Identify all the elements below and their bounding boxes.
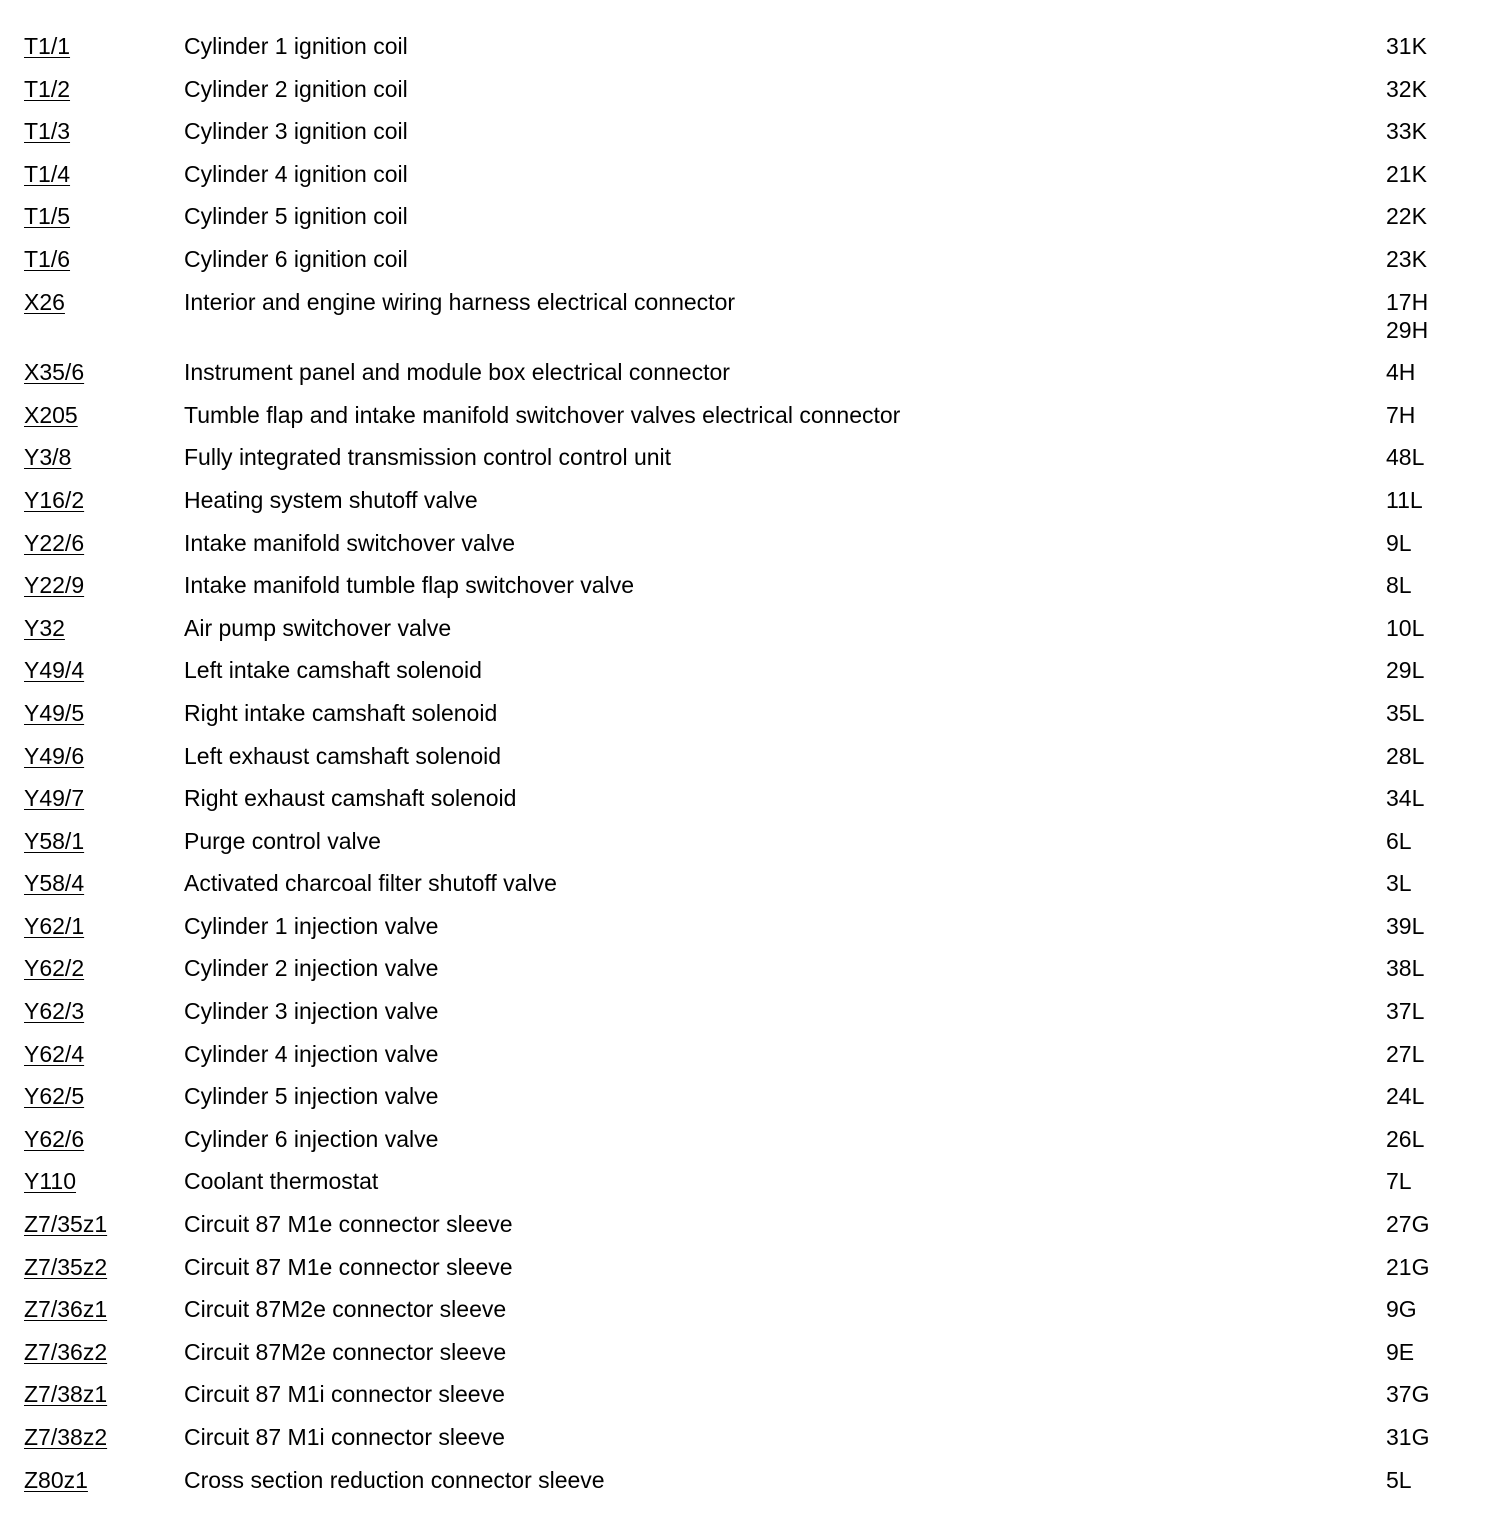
grid-location: 27L [1386, 1040, 1425, 1067]
component-code-link[interactable]: Z7/36z1 [24, 1296, 108, 1323]
component-code-link[interactable]: Y22/6 [24, 529, 85, 556]
component-description: Cylinder 6 injection valve [184, 1125, 439, 1152]
table-row [24, 288, 1484, 359]
grid-location-cell [1386, 32, 1484, 60]
component-description: Coolant thermostat [184, 1168, 379, 1195]
table-row [24, 1338, 1484, 1381]
component-code-link[interactable]: Y3/8 [24, 444, 72, 471]
table-row [24, 1082, 1484, 1125]
grid-location-cell [1386, 954, 1484, 982]
grid-location-cell [1386, 1466, 1484, 1494]
grid-location: 28L [1386, 742, 1425, 769]
grid-location-cell [1386, 742, 1484, 770]
component-code-link[interactable]: X205 [24, 401, 78, 428]
grid-location-cell [1386, 656, 1484, 684]
grid-location: 11L [1386, 486, 1423, 513]
component-code-link[interactable]: Y58/4 [24, 870, 85, 897]
grid-location-cell [1386, 1295, 1484, 1323]
grid-location-cell [1386, 358, 1484, 386]
component-description: Fully integrated transmission control control unit [184, 444, 672, 471]
component-description: Circuit 87 M1i connector sleeve [184, 1381, 505, 1408]
grid-location: 10L [1386, 614, 1425, 641]
component-code-link[interactable]: X26 [24, 288, 65, 315]
component-code-link[interactable]: Y49/6 [24, 742, 85, 769]
table-row [24, 1167, 1484, 1210]
grid-location: 38L [1386, 955, 1425, 982]
grid-location-cell [1386, 1040, 1484, 1068]
table-row [24, 1295, 1484, 1338]
table-row [24, 954, 1484, 997]
grid-location-cell [1386, 443, 1484, 471]
grid-location-cell [1386, 699, 1484, 727]
component-description: Intake manifold tumble flap switchover valve [184, 572, 634, 599]
component-description: Circuit 87 M1i connector sleeve [184, 1424, 505, 1450]
table-row [24, 443, 1484, 486]
grid-location: 8L [1386, 572, 1412, 599]
component-code-link[interactable]: Y62/6 [24, 1125, 85, 1152]
grid-location: 22K [1386, 203, 1427, 230]
component-code-link[interactable]: Y62/5 [24, 1083, 85, 1110]
component-description: Air pump switchover valve [184, 614, 452, 641]
table-row [24, 827, 1484, 870]
component-code-link[interactable]: T1/3 [24, 118, 71, 145]
table-row [24, 1125, 1484, 1168]
grid-location-cell [1386, 486, 1484, 514]
component-code-link[interactable]: Y58/1 [24, 827, 85, 854]
component-description: Cylinder 5 injection valve [184, 1083, 439, 1110]
grid-location: 21K [1386, 160, 1427, 187]
component-description: Circuit 87 M1e connector sleeve [184, 1211, 513, 1238]
component-description: Heating system shutoff valve [184, 486, 478, 513]
grid-location: 31G [1386, 1424, 1430, 1450]
component-code-link[interactable]: Z7/36z2 [24, 1338, 108, 1365]
table-row [24, 358, 1484, 401]
grid-location-cell [1386, 1082, 1484, 1110]
grid-location-cell [1386, 245, 1484, 273]
component-description: Circuit 87M2e connector sleeve [184, 1296, 507, 1323]
grid-location: 5L [1386, 1466, 1412, 1493]
component-code-link[interactable]: Y62/3 [24, 998, 85, 1025]
component-description: Cylinder 3 ignition coil [184, 118, 408, 145]
component-description: Left exhaust camshaft solenoid [184, 742, 502, 769]
component-description: Cylinder 2 injection valve [184, 955, 439, 982]
grid-location: 4H [1386, 359, 1416, 386]
component-legend-table [24, 32, 1484, 1508]
grid-location-cell [1386, 1167, 1484, 1195]
component-code-link[interactable]: Z80z1 [24, 1466, 88, 1493]
component-description: Cylinder 5 ignition coil [184, 203, 408, 230]
table-row [24, 912, 1484, 955]
component-code-link[interactable]: Y62/2 [24, 955, 85, 982]
grid-location: 31K [1386, 33, 1427, 59]
grid-location: 24L [1386, 1083, 1425, 1110]
component-code-link[interactable]: Z7/38z2 [24, 1424, 108, 1450]
component-description: Right exhaust camshaft solenoid [184, 785, 517, 812]
component-code-link[interactable]: Y49/5 [24, 699, 85, 726]
table-row [24, 742, 1484, 785]
grid-location-cell [1386, 827, 1484, 855]
component-code-link[interactable]: Y49/4 [24, 657, 85, 684]
grid-location-cell [1386, 784, 1484, 812]
grid-location-cell [1386, 869, 1484, 897]
table-row [24, 614, 1484, 657]
table-row [24, 486, 1484, 529]
grid-location: 7L [1386, 1168, 1412, 1195]
grid-location-cell [1386, 202, 1484, 230]
grid-location: 27G [1386, 1211, 1430, 1238]
grid-location: 32K [1386, 75, 1427, 102]
component-description: Cylinder 2 ignition coil [184, 75, 408, 102]
component-description: Circuit 87M2e connector sleeve [184, 1338, 507, 1365]
component-description: Tumble flap and intake manifold switchover valves electrical connector [184, 401, 901, 428]
component-code-link[interactable]: Y62/4 [24, 1040, 85, 1067]
component-code-link[interactable]: Z7/38z1 [24, 1381, 108, 1408]
table-row [24, 75, 1484, 118]
grid-location: 48L [1386, 444, 1425, 471]
table-row [24, 117, 1484, 160]
grid-location: 6L [1386, 827, 1412, 854]
component-description: Left intake camshaft solenoid [184, 657, 482, 684]
grid-location-cell [1386, 288, 1484, 344]
component-code-link[interactable]: T1/5 [24, 203, 71, 230]
grid-location: 7H [1386, 401, 1416, 428]
component-code-link[interactable]: T1/4 [24, 160, 71, 187]
grid-location: 23K [1386, 245, 1427, 272]
component-description: Cross section reduction connector sleeve [184, 1466, 605, 1493]
component-code-link[interactable]: Y32 [24, 614, 65, 641]
component-description: Purge control valve [184, 827, 381, 854]
table-row [24, 401, 1484, 444]
grid-location: 9E [1386, 1338, 1415, 1365]
grid-location-cell [1386, 1210, 1484, 1238]
component-description: Cylinder 1 injection valve [184, 912, 439, 939]
table-row [24, 202, 1484, 245]
grid-location-cell [1386, 997, 1484, 1025]
component-code-link[interactable]: T1/6 [24, 245, 71, 272]
component-code-link[interactable]: Y22/9 [24, 572, 85, 599]
component-code-link[interactable]: T1/2 [24, 75, 71, 102]
grid-location: 17H [1386, 288, 1429, 315]
grid-location-cell [1386, 401, 1484, 429]
table-row [24, 784, 1484, 827]
component-description: Cylinder 1 ignition coil [184, 33, 408, 59]
grid-location-cell [1386, 1338, 1484, 1366]
table-row [24, 32, 1484, 75]
table-row [24, 1210, 1484, 1253]
component-description: Right intake camshaft solenoid [184, 699, 498, 726]
grid-location: 26L [1386, 1125, 1425, 1152]
grid-location: 29L [1386, 657, 1425, 684]
grid-location: 3L [1386, 870, 1412, 897]
grid-location-cell [1386, 1380, 1484, 1408]
table-row [24, 869, 1484, 912]
grid-location-cell [1386, 571, 1484, 599]
grid-location-cell [1386, 1125, 1484, 1153]
component-code-link[interactable]: Y110 [24, 1168, 77, 1195]
grid-location: 37L [1386, 998, 1425, 1025]
grid-location-cell [1386, 1253, 1484, 1281]
table-row [24, 529, 1484, 572]
table-row [24, 1380, 1484, 1423]
grid-location: 21G [1386, 1253, 1430, 1280]
table-row [24, 1040, 1484, 1083]
grid-location-cell [1386, 160, 1484, 188]
component-description: Cylinder 6 ignition coil [184, 245, 408, 272]
grid-location-cell [1386, 117, 1484, 145]
grid-location: 33K [1386, 118, 1427, 145]
grid-location-cell [1386, 75, 1484, 103]
grid-location-cell [1386, 912, 1484, 940]
table-row [24, 997, 1484, 1040]
grid-location: 29H [1386, 316, 1429, 343]
component-description: Circuit 87 M1e connector sleeve [184, 1253, 513, 1280]
grid-location: 34L [1386, 785, 1425, 812]
component-code-link[interactable]: Y16/2 [24, 486, 85, 513]
table-row [24, 656, 1484, 699]
component-description: Cylinder 4 injection valve [184, 1040, 439, 1067]
table-row [24, 1253, 1484, 1296]
table-row [24, 699, 1484, 742]
component-code-link[interactable]: Z7/35z1 [24, 1211, 108, 1238]
component-code-link[interactable]: X35/6 [24, 359, 85, 386]
table-row [24, 1423, 1484, 1466]
table-row [24, 571, 1484, 614]
grid-location-cell [1386, 529, 1484, 557]
component-code-link[interactable]: Y49/7 [24, 785, 85, 812]
grid-location: 39L [1386, 912, 1425, 939]
component-code-link[interactable]: T1/1 [24, 33, 71, 59]
table-row [24, 160, 1484, 203]
component-code-link[interactable]: Z7/35z2 [24, 1253, 108, 1280]
grid-location: 9L [1386, 529, 1412, 556]
grid-location: 35L [1386, 699, 1425, 726]
component-description: Intake manifold switchover valve [184, 529, 516, 556]
grid-location: 37G [1386, 1381, 1430, 1408]
table-row [24, 1466, 1484, 1509]
component-description: Instrument panel and module box electrical connector [184, 359, 730, 386]
grid-location-cell [1386, 1423, 1484, 1451]
component-description: Cylinder 4 ignition coil [184, 160, 408, 187]
component-description: Cylinder 3 injection valve [184, 998, 439, 1025]
component-description: Activated charcoal filter shutoff valve [184, 870, 557, 897]
component-code-link[interactable]: Y62/1 [24, 912, 85, 939]
table-row [24, 245, 1484, 288]
grid-location-cell [1386, 614, 1484, 642]
grid-location: 9G [1386, 1296, 1417, 1323]
component-description: Interior and engine wiring harness electrical connector [184, 288, 736, 315]
